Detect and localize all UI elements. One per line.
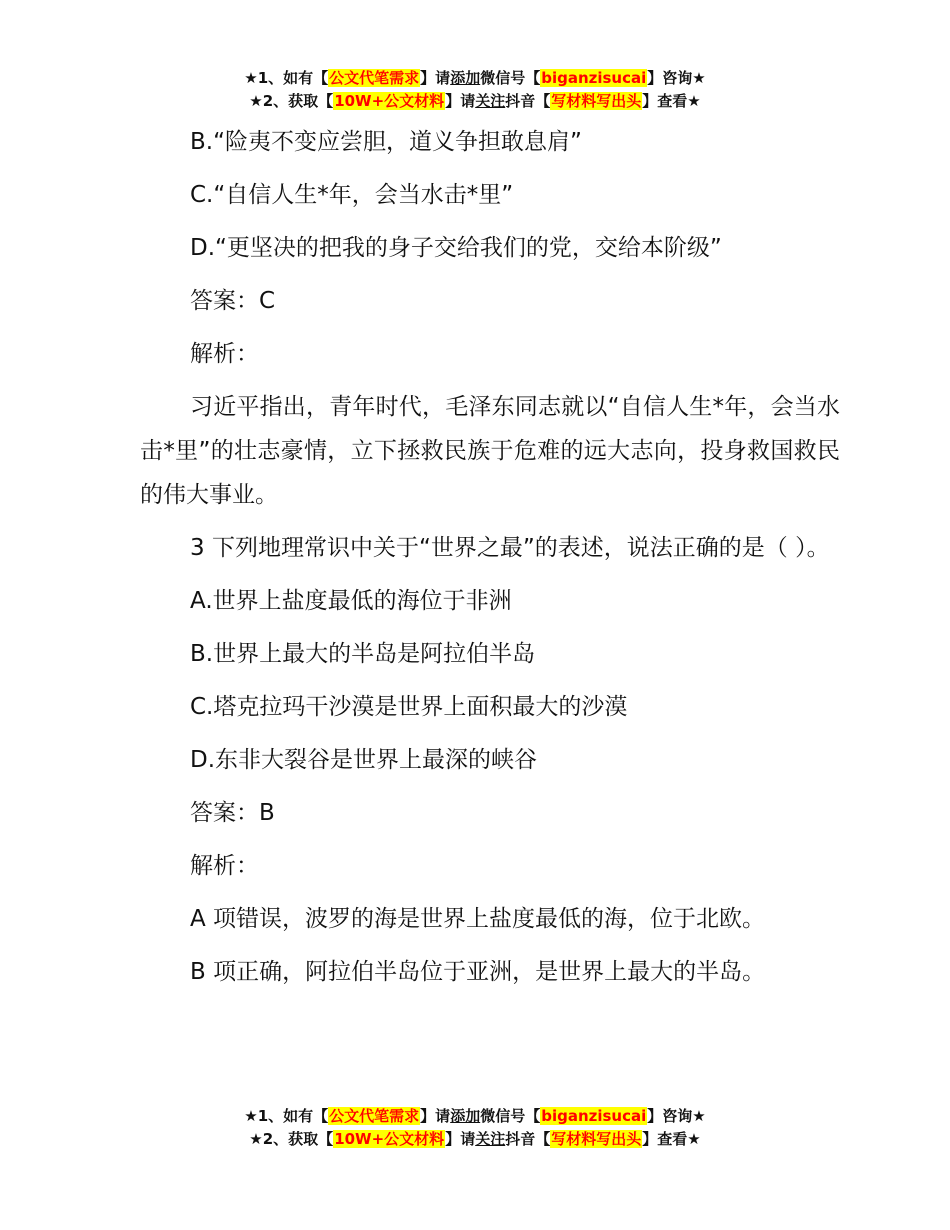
footer-banner xyxy=(0,1105,950,1151)
option-b: B.世界上最大的半岛是阿拉伯半岛 xyxy=(190,641,536,667)
highlight-douyin: 写材料写出头 xyxy=(551,92,642,110)
banner-line-2: ★2、获取【10W+公文材料】请关注抖音【写材料写出头】查看★ xyxy=(249,1130,701,1148)
option-c: C.“自信人生*年，会当水击*里” xyxy=(190,182,514,208)
analysis-text: A 项错误，波罗的海是世界上盐度最低的海，位于北欧。 xyxy=(190,906,766,932)
answer: 答案：B xyxy=(190,800,275,826)
option-c: C.塔克拉玛干沙漠是世界上面积最大的沙漠 xyxy=(190,694,628,720)
document-body xyxy=(140,120,840,1003)
banner-line-1: ★1、如有【公文代笔需求】请添加微信号【biganzisucai】咨询★ xyxy=(244,69,706,87)
banner-line-2: ★2、获取【10W+公文材料】请关注抖音【写材料写出头】查看★ xyxy=(249,92,701,110)
header-banner xyxy=(0,67,950,113)
highlight-wechat-id: biganzisucai xyxy=(541,69,647,87)
highlight-materials: 10W+公文材料 xyxy=(334,1130,445,1148)
highlight-wechat-id: biganzisucai xyxy=(541,1107,647,1125)
highlight-ghostwriting: 公文代笔需求 xyxy=(329,69,420,87)
analysis-text: B 项正确，阿拉伯半岛位于亚洲，是世界上最大的半岛。 xyxy=(190,959,766,985)
analysis-label: 解析： xyxy=(190,341,259,367)
highlight-materials: 10W+公文材料 xyxy=(334,92,445,110)
option-b: B.“险夷不变应尝胆，道义争担敢息肩” xyxy=(190,129,582,155)
option-d: D.东非大裂谷是世界上最深的峡谷 xyxy=(190,747,538,773)
question-3: 3 下列地理常识中关于“世界之最”的表述，说法正确的是（ ）。 xyxy=(190,535,830,561)
option-d: D.“更坚决的把我的身子交给我们的党，交给本阶级” xyxy=(190,235,722,261)
analysis-text: 习近平指出，青年时代，毛泽东同志就以“自信人生*年，会当水击*里”的壮志豪情，立下拯救民族于危难的远大志向，投身救国救民的伟大事业。 xyxy=(140,394,840,508)
highlight-ghostwriting: 公文代笔需求 xyxy=(329,1107,420,1125)
banner-line-1: ★1、如有【公文代笔需求】请添加微信号【biganzisucai】咨询★ xyxy=(244,1107,706,1125)
answer: 答案：C xyxy=(190,288,276,314)
analysis-label: 解析： xyxy=(190,853,259,879)
option-a: A.世界上盐度最低的海位于非洲 xyxy=(190,588,512,614)
highlight-douyin: 写材料写出头 xyxy=(551,1130,642,1148)
